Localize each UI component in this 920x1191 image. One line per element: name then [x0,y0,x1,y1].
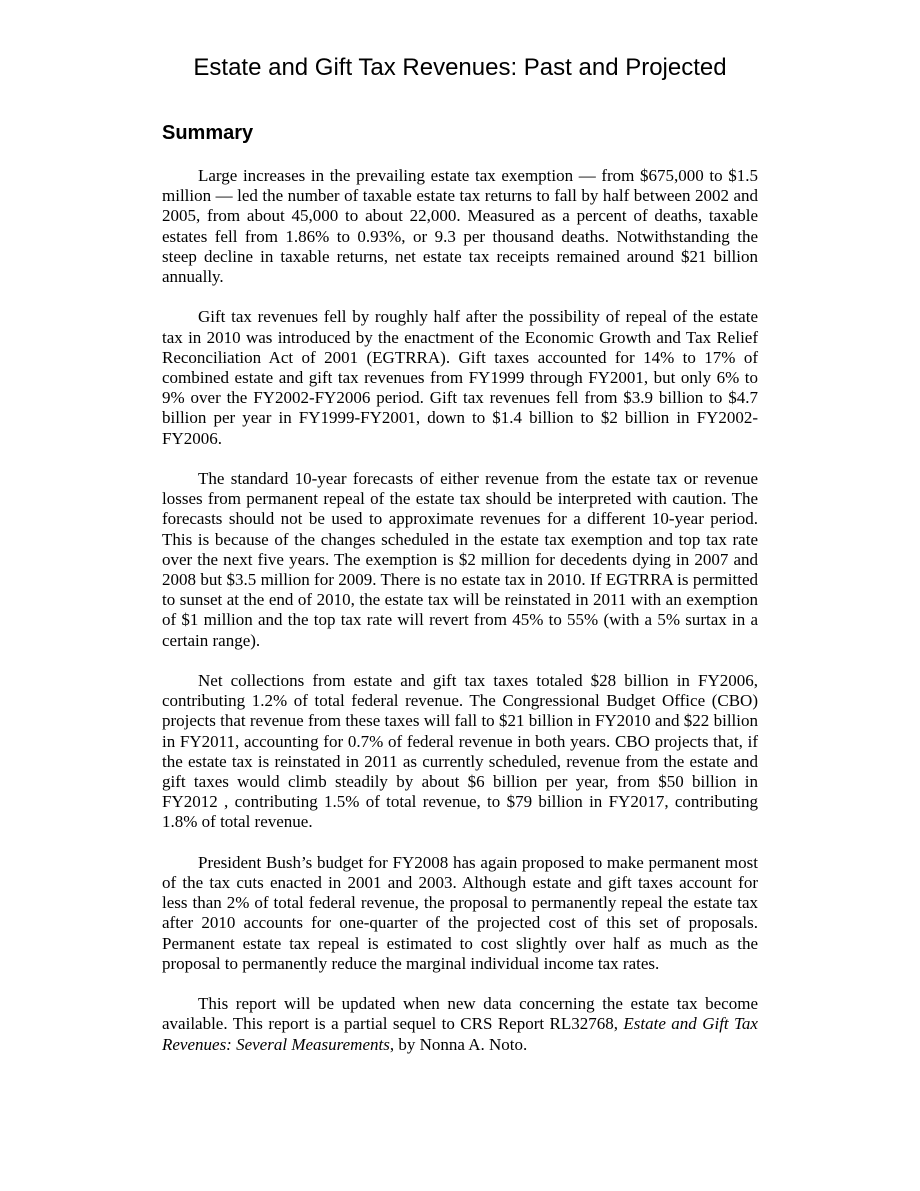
report-update-text-after: , by Nonna A. Noto. [389,1034,528,1054]
report-reference-title: Estate and Gift Tax Revenues: Several Measurements [162,1014,758,1054]
report-update-text-before: This report will be updated when new data concerning the estate tax become available. This report is a partial sequel to CRS Report RL32768, [162,994,758,1034]
document-title: Estate and Gift Tax Revenues: Past and Projected [193,54,727,81]
paragraph-exemption: Large increases in the prevailing estate tax exemption — from $675,000 to $1.5 million — led the number of taxable estate tax returns to fall by half between 2002 and 2005, from about 45,000 to about 22,000. Measured as a percent of deaths, taxable estates fell from 1.86% to 0.93%, or 9.3 per thousand deaths. Notwithstanding the steep decline in taxable returns, net estate tax receipts remained around $21 billion annually. [162,166,758,287]
paragraph-forecasts: The standard 10-year forecasts of either revenue from the estate tax or revenue losses from permanent repeal of the estate tax should be interpreted with caution. The forecasts should not be used to approximate revenues for a different 10-year period. This is because of the changes scheduled in the estate tax exemption and top tax rate over the next five years. The exemption is $2 million for decedents dying in 2007 and 2008 but $3.5 million for 2009. There is no estate tax in 2010. If EGTRRA is permitted to sunset at the end of 2010, the estate tax will be reinstated in 2011 with an exemption of $1 million and the top tax rate will revert from 45% to 55% (with a 5% surtax in a certain range). [162,469,758,650]
section-heading-summary: Summary [162,122,254,144]
paragraph-gift-tax: Gift tax revenues fell by roughly half after the possibility of repeal of the estate tax in 2010 was introduced by the enactment of the Economic Growth and Tax Relief Reconciliation Act of 2001 (EGTRRA). Gift taxes accounted for 14% to 17% of combined estate and gift tax revenues from FY1999 through FY2001, but only 6% to 9% over the FY2002-FY2006 period. Gift tax revenues fell from $3.9 billion to $4.7 billion per year in FY1999-FY2001, down to $1.4 billion to $2 billion in FY2002-FY2006. [162,307,758,448]
paragraph-report-update [162,994,758,1055]
paragraph-budget-proposal: President Bush’s budget for FY2008 has again proposed to make permanent most of the tax cuts enacted in 2001 and 2003. Although estate and gift taxes account for less than 2% of total federal revenue, the proposal to permanently repeal the estate tax after 2010 accounts for one-quarter of the projected cost of this set of proposals. Permanent estate tax repeal is estimated to cost slightly over half as much as the proposal to permanently reduce the marginal individual income tax rates. [162,852,758,973]
paragraph-net-collections: Net collections from estate and gift tax taxes totaled $28 billion in FY2006, contributing 1.2% of total federal revenue. The Congressional Budget Office (CBO) projects that revenue from these taxes will fall to $21 billion in FY2010 and $22 billion in FY2011, accounting for 0.7% of federal revenue in both years. CBO projects that, if the estate tax is reinstated in 2011 as currently scheduled, revenue from the estate and gift taxes would climb steadily by about $6 billion per year, from $50 billion in FY2012 , contributing 1.5% of total revenue, to $79 billion in FY2017, contributing 1.8% of total revenue. [162,671,758,832]
summary-body [162,166,758,1055]
